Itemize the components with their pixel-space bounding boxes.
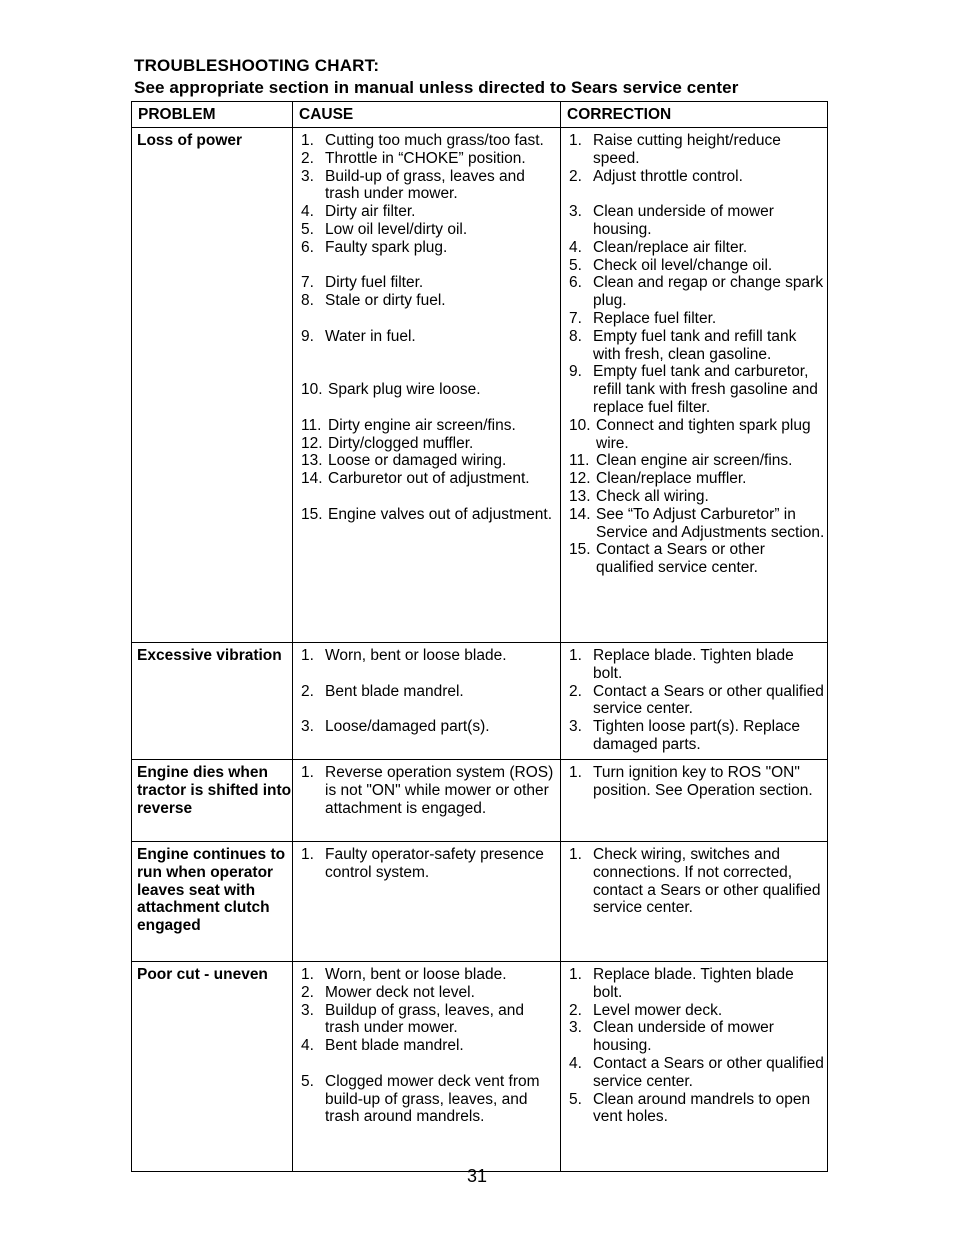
correction-list [561,764,827,800]
correction-item [561,846,827,917]
correction-item [561,417,827,453]
item-number: 7. [569,309,582,327]
cause-item [293,470,560,488]
item-text: Bent blade mandrel. [325,1037,464,1055]
header-problem: PROBLEM [132,102,293,128]
correction-list [561,846,827,917]
item-text: Stale or dirty fuel. [325,292,446,310]
cause-item [293,168,560,204]
item-text: Tighten loose part(s). Replace damaged parts. [593,718,801,753]
correction-cell [561,842,828,962]
cause-cell [293,643,561,760]
cause-list [293,132,560,524]
item-number: 9. [569,363,582,381]
item-number: 1. [569,132,582,149]
cause-item [293,764,560,817]
item-text: Dirty engine air screen/fins. [328,416,516,434]
item-text: Buildup of grass, leaves, and trash under mower. [325,1001,525,1037]
item-number: 1. [569,764,582,781]
problem-cell: Engine dies when tractor is shifted into reverse [132,760,293,842]
correction-cell [561,760,828,842]
header-row [132,102,828,128]
cause-item [293,203,560,221]
correction-item [561,1055,827,1091]
correction-item [561,310,827,328]
cause-item [293,274,560,292]
item-number: 2. [301,149,314,167]
item-number: 3. [569,1019,582,1037]
item-number: 5. [569,1090,582,1108]
cause-item [293,984,560,1002]
item-number: 4. [569,238,582,256]
item-number: 3. [569,718,582,736]
correction-item [561,274,827,310]
item-number: 6. [301,238,314,256]
correction-item [561,541,827,577]
correction-item [561,363,827,416]
cause-item [293,435,560,453]
header-correction: CORRECTION [561,102,828,128]
cause-item [293,1073,560,1126]
item-text: Dirty/clogged muffler. [328,434,474,452]
header-cause: CAUSE [293,102,561,128]
item-number: 1. [301,132,314,149]
item-number: 15. [301,505,323,523]
item-text: Dirty fuel filter. [325,274,424,292]
correction-item [561,257,827,275]
cause-list [293,846,560,882]
correction-item [561,239,827,257]
table-row [132,128,828,643]
item-number: 3. [569,203,582,221]
item-number: 1. [301,846,314,863]
cause-item [293,683,560,701]
table-row [132,760,828,842]
item-text: Worn, bent or loose blade. [325,647,507,664]
item-number: 14. [569,505,591,523]
cause-item [293,150,560,168]
correction-item [561,506,827,542]
item-number: 4. [301,1037,314,1055]
item-number: 2. [301,682,314,700]
item-number: 11. [301,416,322,434]
item-number: 11. [569,452,590,470]
item-number: 3. [301,718,314,736]
item-number: 2. [569,1001,582,1019]
correction-item [561,1019,827,1055]
item-text: Low oil level/dirty oil. [325,220,468,238]
item-number: 3. [301,167,314,185]
item-text: Clean underside of mower housing. [593,203,774,238]
correction-item [561,683,827,719]
item-number: 5. [301,220,314,238]
table-row [132,962,828,1172]
table-row [132,643,828,760]
cause-item [293,132,560,150]
item-number: 1. [301,966,314,983]
item-number: 1. [569,846,582,863]
cause-item [293,966,560,984]
item-text: Faulty operator-safety presence control system. [325,846,544,881]
item-text: Engine valves out of adjustment. [328,505,553,523]
item-number: 13. [569,487,591,505]
correction-item [561,452,827,470]
item-text: Contact a Sears or other qualified service center. [596,541,765,577]
item-number: 15. [569,541,591,559]
item-number: 7. [301,274,314,292]
cause-item [293,647,560,665]
cause-cell [293,760,561,842]
item-text: Water in fuel. [325,327,416,345]
item-number: 1. [569,966,582,983]
cause-list [293,647,560,736]
item-number: 2. [569,167,582,185]
item-text: Carburetor out of adjustment. [328,470,530,488]
item-text: Empty fuel tank and refill tank with fresh, clean gasoline. [593,327,797,363]
cause-item [293,718,560,736]
item-number: 8. [301,292,314,310]
problem-cell: Loss of power [132,128,293,643]
item-text: Level mower deck. [593,1001,723,1019]
item-text: Contact a Sears or other qualified service center. [593,1054,824,1090]
correction-cell [561,643,828,760]
item-text: Clean/replace muffler. [596,470,747,488]
item-text: Bent blade mandrel. [325,682,464,700]
item-text: See “To Adjust Carburetor” in Service and Adjustments section. [596,505,825,541]
cause-cell [293,128,561,643]
item-number: 4. [301,203,314,221]
cause-item [293,1037,560,1055]
cause-item [293,1002,560,1038]
item-number: 4. [569,1054,582,1072]
item-number: 12. [569,470,591,488]
cause-list [293,966,560,1126]
item-number: 12. [301,434,323,452]
item-number: 2. [569,682,582,700]
cause-item [293,417,560,435]
cause-cell [293,842,561,962]
item-number: 6. [569,274,582,292]
item-number: 10. [301,381,323,399]
item-text: Contact a Sears or other qualified service center. [593,682,824,718]
item-text: Check wiring, switches and connections. If not corrected, contact a Sears or other qualified service center. [593,846,821,917]
correction-item [561,647,827,683]
cause-item [293,221,560,239]
item-text: Replace blade. Tighten blade bolt. [593,647,794,682]
correction-item [561,132,827,168]
correction-item [561,470,827,488]
item-text: Clean/replace air filter. [593,238,748,256]
item-text: Cutting too much grass/too fast. [325,132,544,149]
item-text: Clogged mower deck vent from build-up of grass, leaves, and trash around mandrels. [325,1072,540,1126]
cause-item [293,381,560,399]
item-text: Clean underside of mower housing. [593,1019,774,1055]
correction-item [561,203,827,239]
page-number: 31 [466,1166,488,1186]
item-number: 1. [301,647,314,664]
cause-cell [293,962,561,1172]
problem-cell: Excessive vibration [132,643,293,760]
cause-item [293,328,560,346]
item-text: Dirty air filter. [325,203,416,221]
correction-list [561,966,827,1126]
item-number: 10. [569,416,591,434]
item-number: 5. [301,1072,314,1090]
item-number: 5. [569,256,582,274]
item-text: Faulty spark plug. [325,238,448,256]
cause-item [293,506,560,524]
item-text: Check oil level/change oil. [593,256,773,274]
item-number: 3. [301,1001,314,1019]
item-text: Turn ignition key to ROS "ON" position. See Operation section. [593,764,813,799]
item-number: 9. [301,327,314,345]
chart-title: TROUBLESHOOTING CHART: [134,56,380,75]
item-number: 2. [301,983,314,1001]
item-number: 8. [569,327,582,345]
item-text: Replace fuel filter. [593,309,717,327]
cause-item [293,292,560,310]
correction-item [561,488,827,506]
item-text: Clean and regap or change spark plug. [593,274,824,310]
item-number: 13. [301,452,323,470]
item-number: 1. [301,764,314,781]
problem-cell: Engine continues to run when operator leaves seat with attachment clutch engaged [132,842,293,962]
item-text: Spark plug wire loose. [328,381,481,399]
item-text: Loose/damaged part(s). [325,718,490,736]
item-text: Clean around mandrels to open vent holes. [593,1090,811,1126]
cause-list [293,764,560,817]
correction-cell [561,128,828,643]
item-text: Mower deck not level. [325,983,475,1001]
correction-item [561,1091,827,1127]
item-text: Raise cutting height/reduce speed. [593,132,781,167]
cause-item [293,452,560,470]
item-text: Replace blade. Tighten blade bolt. [593,966,794,1001]
item-text: Throttle in “CHOKE” position. [325,149,526,167]
item-text: Adjust throttle control. [593,167,743,185]
correction-item [561,1002,827,1020]
correction-item [561,168,827,186]
item-text: Clean engine air screen/fins. [596,452,793,470]
chart-subtitle: See appropriate section in manual unless directed to Sears service center [134,78,739,97]
item-text: Worn, bent or loose blade. [325,966,507,983]
cause-item [293,846,560,882]
cause-item [293,239,560,257]
correction-item [561,328,827,364]
item-number: 14. [301,470,323,488]
correction-item [561,718,827,754]
correction-list [561,132,827,577]
item-text: Check all wiring. [596,487,709,505]
troubleshooting-table [131,101,828,1172]
item-text: Connect and tighten spark plug wire. [596,416,811,452]
item-text: Loose or damaged wiring. [328,452,507,470]
item-text: Empty fuel tank and carburetor, refill tank with fresh gasoline and replace fuel filter. [593,363,818,416]
item-text: Build-up of grass, leaves and trash under mower. [325,167,525,203]
item-text: Reverse operation system (ROS) is not "ON" while mower or other attachment is engaged. [325,764,554,817]
correction-item [561,966,827,1002]
correction-cell [561,962,828,1172]
table-row [132,842,828,962]
problem-cell: Poor cut - uneven [132,962,293,1172]
correction-item [561,764,827,800]
item-number: 1. [569,647,582,664]
correction-list [561,647,827,754]
